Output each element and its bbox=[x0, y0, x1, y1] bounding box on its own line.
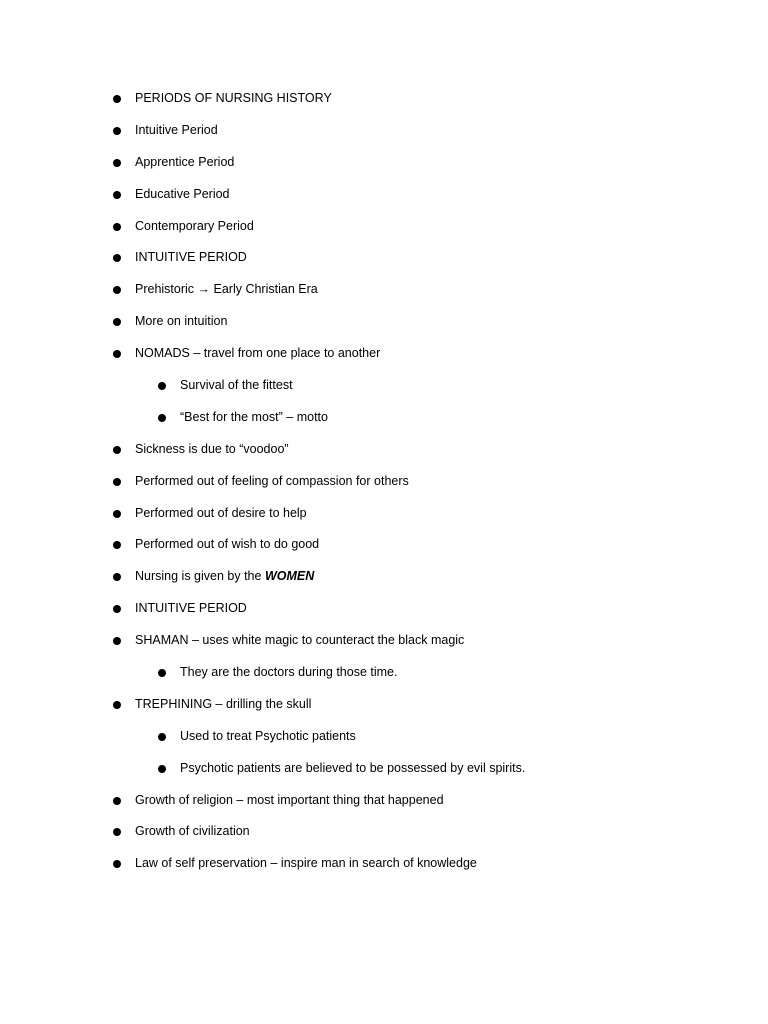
bullet-icon bbox=[113, 286, 121, 294]
list-item bbox=[0, 785, 768, 817]
bullet-icon bbox=[113, 510, 121, 518]
bullet-icon bbox=[113, 573, 121, 581]
sub-list-item bbox=[0, 657, 768, 689]
list-item-text: More on intuition bbox=[135, 314, 228, 329]
bullet-icon bbox=[113, 701, 121, 709]
list-item-text: Prehistoric → Early Christian Era bbox=[135, 282, 318, 297]
bullet-list bbox=[0, 83, 768, 880]
list-item-text: INTUITIVE PERIOD bbox=[135, 601, 247, 616]
emphasized-word: WOMEN bbox=[264, 569, 315, 584]
bullet-icon bbox=[113, 860, 121, 868]
list-item bbox=[0, 593, 768, 625]
list-item-text-plain: Nursing is given by the bbox=[135, 569, 265, 584]
bullet-icon bbox=[113, 318, 121, 326]
bullet-icon bbox=[113, 95, 121, 103]
list-item bbox=[0, 466, 768, 498]
list-item-text bbox=[135, 561, 314, 593]
bullet-icon bbox=[113, 797, 121, 805]
bullet-icon bbox=[113, 127, 121, 135]
list-item-text: Sickness is due to “voodoo” bbox=[135, 441, 289, 456]
list-item bbox=[0, 529, 768, 561]
list-item-text: NOMADS – travel from one place to another bbox=[135, 346, 381, 361]
list-item-text: Intuitive Period bbox=[135, 122, 218, 137]
bullet-icon bbox=[158, 765, 166, 773]
list-item-text: Performed out of feeling of compassion for others bbox=[135, 473, 409, 488]
list-item-text: Apprentice Period bbox=[135, 154, 235, 169]
list-item-text: Growth of civilization bbox=[135, 824, 250, 839]
list-item-text: SHAMAN – uses white magic to counteract the black magic bbox=[135, 633, 465, 648]
list-item bbox=[0, 147, 768, 179]
list-item bbox=[0, 434, 768, 466]
list-item-text: Performed out of desire to help bbox=[135, 505, 307, 520]
bullet-icon bbox=[158, 382, 166, 390]
bullet-icon bbox=[113, 637, 121, 645]
bullet-icon bbox=[113, 446, 121, 454]
list-item bbox=[0, 179, 768, 211]
list-item-text: Law of self preservation – inspire man in search of knowledge bbox=[135, 856, 477, 871]
bullet-icon bbox=[113, 254, 121, 262]
bullet-icon bbox=[158, 733, 166, 741]
sub-list-item bbox=[0, 370, 768, 402]
list-item-text: Contemporary Period bbox=[135, 218, 254, 233]
list-item-text: Psychotic patients are believed to be possessed by evil spirits. bbox=[180, 760, 526, 775]
list-item bbox=[0, 306, 768, 338]
list-item-text: INTUITIVE PERIOD bbox=[135, 250, 247, 265]
list-item-text: Used to treat Psychotic patients bbox=[180, 728, 356, 743]
bullet-icon bbox=[113, 159, 121, 167]
list-item bbox=[0, 689, 768, 721]
list-item-text: PERIODS OF NURSING HISTORY bbox=[135, 91, 332, 105]
list-item-text: Survival of the fittest bbox=[180, 378, 293, 393]
list-item-text: Growth of religion – most important thing that happened bbox=[135, 792, 444, 807]
bullet-icon bbox=[113, 223, 121, 231]
list-item-text: Performed out of wish to do good bbox=[135, 537, 320, 552]
list-item bbox=[0, 498, 768, 530]
bullet-icon bbox=[158, 669, 166, 677]
sub-list-item bbox=[0, 753, 768, 785]
bullet-icon bbox=[113, 478, 121, 486]
list-item bbox=[0, 242, 768, 274]
list-item bbox=[0, 816, 768, 848]
list-item bbox=[0, 274, 768, 306]
sub-list-item bbox=[0, 721, 768, 753]
list-item-text: They are the doctors during those time. bbox=[180, 665, 398, 680]
list-item bbox=[0, 83, 768, 115]
bullet-icon bbox=[113, 828, 121, 836]
list-item bbox=[0, 561, 768, 593]
bullet-icon bbox=[113, 541, 121, 549]
list-item bbox=[0, 115, 768, 147]
list-item-text: TREPHINING – drilling the skull bbox=[135, 696, 312, 711]
list-item-text: Educative Period bbox=[135, 186, 230, 201]
list-item bbox=[0, 848, 768, 880]
sub-list-item bbox=[0, 402, 768, 434]
list-item-text: “Best for the most” – motto bbox=[180, 409, 328, 424]
bullet-icon bbox=[113, 605, 121, 613]
list-item bbox=[0, 338, 768, 370]
list-item bbox=[0, 625, 768, 657]
list-item bbox=[0, 211, 768, 243]
bullet-icon bbox=[113, 350, 121, 358]
bullet-icon bbox=[158, 414, 166, 422]
bullet-icon bbox=[113, 191, 121, 199]
